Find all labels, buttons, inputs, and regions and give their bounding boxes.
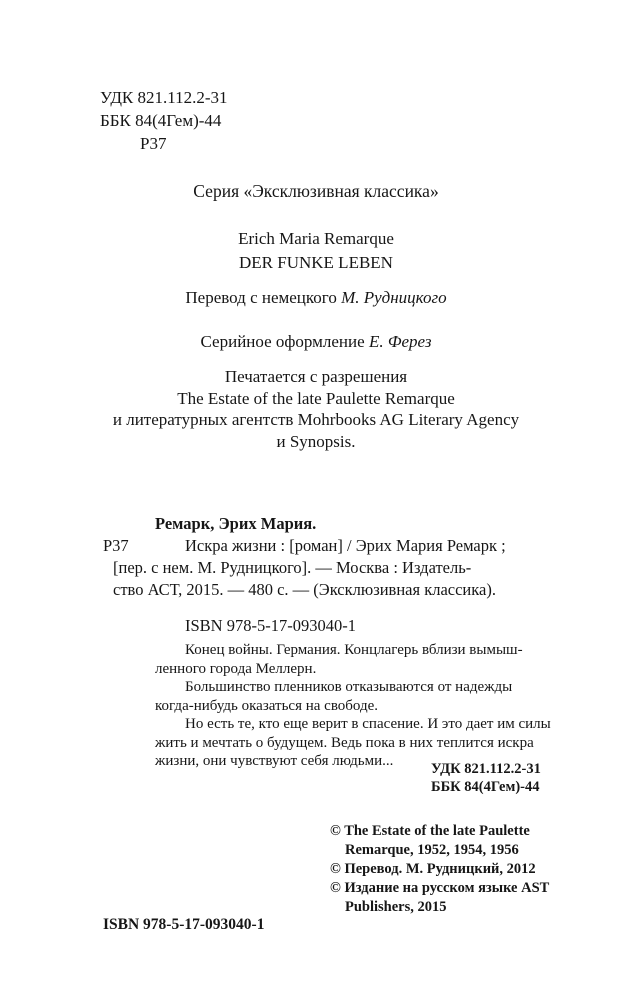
author-sign-code-top: Р37 <box>140 134 167 153</box>
designer-name: Е. Ферез <box>368 332 432 351</box>
series-title: Серия «Эксклюзивная классика» <box>193 181 439 201</box>
copyright-line: © Перевод. М. Рудницкий, 2012 <box>330 861 536 877</box>
annotation <box>155 641 585 771</box>
cataloging-author: Ремарк, Эрих Мария. <box>155 514 317 533</box>
annotation-line: Большинство пленников отказываются от надежды <box>185 679 513 695</box>
original-title-block <box>0 227 632 275</box>
original-title: DER FUNKE LEBEN <box>239 253 393 272</box>
original-author: Erich Maria Remarque <box>238 229 394 248</box>
annotation-line: жить и мечтать о будущем. Ведь пока в них теплится искра <box>155 734 534 751</box>
annotation-line: ленного города Меллерн. <box>155 660 317 677</box>
udk-code-bottom: УДК 821.112.2-31 <box>431 761 541 777</box>
cataloging-record <box>103 513 565 637</box>
bibliographic-codes-bottom <box>431 760 541 796</box>
annotation-line: Но есть те, кто еще верит в спасение. И это дает им силы <box>185 716 551 732</box>
translation-credit <box>0 288 632 308</box>
isbn-bottom: ISBN 978-5-17-093040-1 <box>103 916 265 933</box>
cataloging-description-line: [пер. с нем. М. Рудницкого]. — Москва : Издатель- <box>113 558 472 577</box>
permission-line: и Synopsis. <box>276 431 356 451</box>
udk-code-top: УДК 821.112.2-31 <box>100 88 228 107</box>
bbk-code-top: ББК 84(4Гем)-44 <box>100 111 222 130</box>
author-sign-code-margin: Р37 <box>103 536 129 555</box>
copyright-line: © The Estate of the late Paulette <box>330 823 530 839</box>
permission-line: Печатается с разрешения <box>224 367 408 386</box>
copyright-line: Remarque, 1952, 1954, 1956 <box>345 842 519 858</box>
annotation-line: Конец войны. Германия. Концлагерь вблизи вымыш- <box>185 642 523 658</box>
cataloging-description-line: ство АСТ, 2015. — 480 с. — (Эксклюзивная классика). <box>113 580 496 599</box>
translation-credit-prefix: Перевод с немецкого <box>185 288 342 307</box>
bbk-code-bottom: ББК 84(4Гем)-44 <box>431 779 540 795</box>
permission-line: The Estate of the late Paulette Remarque <box>177 388 455 408</box>
annotation-line: когда-нибудь оказаться на свободе. <box>155 697 379 714</box>
translator-name: М. Рудницкого <box>341 288 447 307</box>
bibliographic-codes-top <box>100 86 228 155</box>
annotation-line: жизни, они чувствуют себя людьми... <box>155 753 394 769</box>
permission-line: и литературных агентств Mohrbooks AG Literary Agency <box>112 410 520 429</box>
design-credit <box>0 332 632 352</box>
design-credit-prefix: Серийное оформление <box>200 332 369 351</box>
copyright-line: © Издание на русском языке AST <box>330 880 550 896</box>
permission-block <box>0 366 632 452</box>
cataloging-description-line: Искра жизни : [роман] / Эрих Мария Ремарк ; <box>185 536 506 555</box>
copyright-line: Publishers, 2015 <box>345 899 447 915</box>
copyright-block <box>330 822 549 917</box>
isbn-cataloging: ISBN 978-5-17-093040-1 <box>185 616 356 635</box>
